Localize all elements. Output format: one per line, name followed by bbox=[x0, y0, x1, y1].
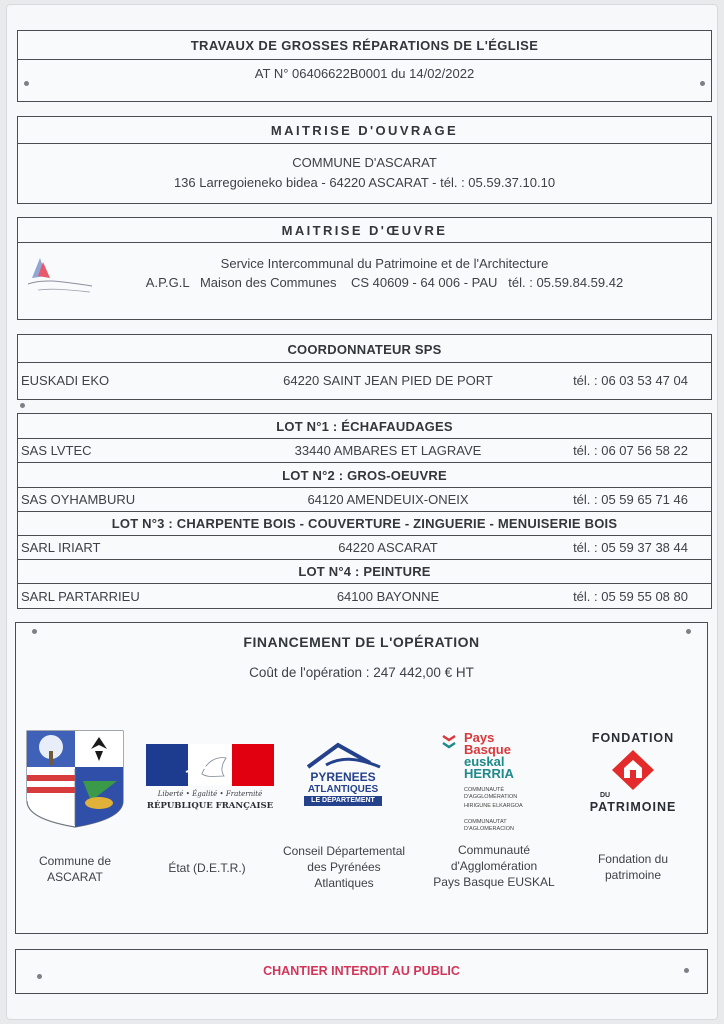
lot-phone: tél. : 05 59 65 71 46 bbox=[573, 492, 688, 507]
fp-text-3: PATRIMOINE bbox=[589, 800, 677, 814]
funder-caption-line: des Pyrénées bbox=[307, 860, 381, 874]
divider bbox=[18, 242, 711, 243]
lots-panel bbox=[17, 413, 712, 609]
funder-caption-line: Communauté bbox=[457, 843, 531, 857]
lot-heading: LOT N°3 : CHARPENTE BOIS - COUVERTURE - ZINGUERIE - MENUISERIE BOIS bbox=[111, 516, 618, 531]
lot-phone: tél. : 06 07 56 58 22 bbox=[573, 443, 688, 458]
sps-city: 64220 SAINT JEAN PIED DE PORT bbox=[283, 373, 493, 388]
mountain-wave-icon bbox=[300, 741, 386, 771]
funder-caption bbox=[149, 860, 265, 876]
funder-caption bbox=[420, 842, 568, 890]
sps-company: EUSKADI EKO bbox=[21, 373, 110, 388]
funder-caption-line: Atlantiques bbox=[314, 876, 374, 890]
funder-caption-line: ASCARAT bbox=[47, 870, 103, 884]
pyrenees-text-3: LE DÉPARTEMENT bbox=[304, 796, 382, 806]
lot-company: SAS LVTEC bbox=[21, 443, 92, 458]
divider bbox=[18, 462, 711, 463]
project-title: TRAVAUX DE GROSSES RÉPARATIONS DE L'ÉGLISE bbox=[190, 38, 539, 53]
lot-city: 64120 AMENDEUIX-ONEIX bbox=[307, 492, 469, 507]
maitrise-ouvrage-panel bbox=[17, 116, 712, 204]
pb-text-4: HERRIA bbox=[464, 766, 514, 781]
moe-details: A.P.G.L Maison des Communes CS 40609 - 64 006 - PAU tél. : 05.59.84.59.42 bbox=[145, 275, 624, 290]
lot-city: 33440 AMBARES ET LAGRAVE bbox=[294, 443, 482, 458]
republique-motto: Liberté • Égalité • Fraternité bbox=[157, 790, 263, 798]
owner-name: COMMUNE D'ASCARAT bbox=[292, 155, 437, 170]
funder-caption bbox=[274, 843, 414, 891]
sps-panel bbox=[17, 334, 712, 400]
pyrenees-text-2: ATLANTIQUES bbox=[307, 784, 379, 795]
funder-caption-line: Commune de bbox=[38, 854, 112, 868]
funder-caption-line: patrimoine bbox=[604, 868, 662, 882]
ascarat-coat-of-arms-icon bbox=[25, 729, 125, 829]
divider bbox=[18, 559, 711, 560]
lot-phone: tél. : 05 59 55 08 80 bbox=[573, 589, 688, 604]
financement-heading: FINANCEMENT DE L'OPÉRATION bbox=[243, 634, 480, 650]
lot-company: SARL PARTARRIEU bbox=[21, 589, 140, 604]
divider bbox=[18, 59, 711, 60]
funder-caption bbox=[20, 853, 130, 885]
lot-company: SAS OYHAMBURU bbox=[21, 492, 136, 507]
pb-sub-3: COMMUNAUTAT D'AGLOMERACION bbox=[464, 819, 514, 832]
screw bbox=[24, 81, 29, 86]
lot-city: 64220 ASCARAT bbox=[338, 540, 438, 555]
lot-heading: LOT N°4 : PEINTURE bbox=[298, 564, 431, 579]
operation-cost: Coût de l'opération : 247 442,00 € HT bbox=[249, 665, 474, 680]
funder-caption-line: d'Agglomération bbox=[450, 859, 538, 873]
republique-francaise-logo bbox=[146, 744, 274, 820]
funder-caption-line: Conseil Départemental bbox=[282, 844, 406, 858]
maitrise-oeuvre-panel bbox=[17, 217, 712, 320]
sps-heading: COORDONNATEUR SPS bbox=[287, 342, 442, 357]
permit-number: AT N° 06406622B0001 du 14/02/2022 bbox=[254, 66, 475, 81]
warning-banner bbox=[15, 949, 708, 994]
pays-basque-logo bbox=[440, 731, 540, 837]
screw bbox=[700, 81, 705, 86]
no-public-warning: CHANTIER INTERDIT AU PUBLIC bbox=[263, 964, 460, 978]
maitrise-oeuvre-heading: MAITRISE D'ŒUVRE bbox=[281, 223, 448, 238]
divider bbox=[18, 143, 711, 144]
title-panel bbox=[17, 30, 712, 102]
funder-caption-line: État (D.E.T.R.) bbox=[168, 861, 246, 875]
maitrise-ouvrage-heading: MAITRISE D'OUVRAGE bbox=[270, 123, 459, 138]
fondation-diamond-icon bbox=[578, 748, 688, 792]
funder-caption-line: Pays Basque EUSKAL bbox=[433, 875, 555, 889]
funder-caption bbox=[578, 851, 688, 883]
marianne-icon bbox=[146, 744, 274, 786]
lot-phone: tél. : 05 59 37 38 44 bbox=[573, 540, 688, 555]
sps-phone: tél. : 06 03 53 47 04 bbox=[573, 373, 688, 388]
pb-text-1: Pays bbox=[464, 730, 495, 745]
screw bbox=[20, 403, 25, 408]
funder-caption-line: Fondation du bbox=[597, 852, 669, 866]
lot-heading: LOT N°2 : GROS-OEUVRE bbox=[282, 468, 447, 483]
divider bbox=[18, 487, 711, 488]
fp-text-2: DU bbox=[600, 792, 611, 799]
pays-basque-mark-icon bbox=[442, 733, 456, 753]
financement-panel bbox=[15, 622, 708, 934]
divider bbox=[18, 583, 711, 584]
moe-service: Service Intercommunal du Patrimoine et de l'Architecture bbox=[220, 256, 549, 271]
lot-heading: LOT N°1 : ÉCHAFAUDAGES bbox=[276, 419, 453, 434]
divider bbox=[18, 362, 711, 363]
divider bbox=[18, 438, 711, 439]
divider bbox=[18, 535, 711, 536]
pyrenees-atlantiques-logo bbox=[300, 741, 386, 815]
pb-sub-1: COMMUNAUTÉ D'AGGLOMÉRATION bbox=[464, 787, 518, 800]
pb-text-3: euskal bbox=[464, 754, 505, 769]
fp-text-1: FONDATION bbox=[591, 731, 675, 745]
republique-name: RÉPUBLIQUE FRANÇAISE bbox=[146, 801, 274, 811]
owner-address: 136 Larregoieneko bidea - 64220 ASCARAT - tél. : 05.59.37.10.10 bbox=[173, 175, 556, 190]
lot-company: SARL IRIART bbox=[21, 540, 101, 555]
fondation-patrimoine-logo bbox=[578, 731, 688, 825]
pb-sub-2: HIRIGUNE ELKARGOA bbox=[464, 803, 523, 809]
divider bbox=[18, 511, 711, 512]
pyrenees-text-1: PYRENEES bbox=[310, 770, 376, 784]
pb-text-2: Basque bbox=[464, 742, 511, 757]
lot-city: 64100 BAYONNE bbox=[336, 589, 440, 604]
